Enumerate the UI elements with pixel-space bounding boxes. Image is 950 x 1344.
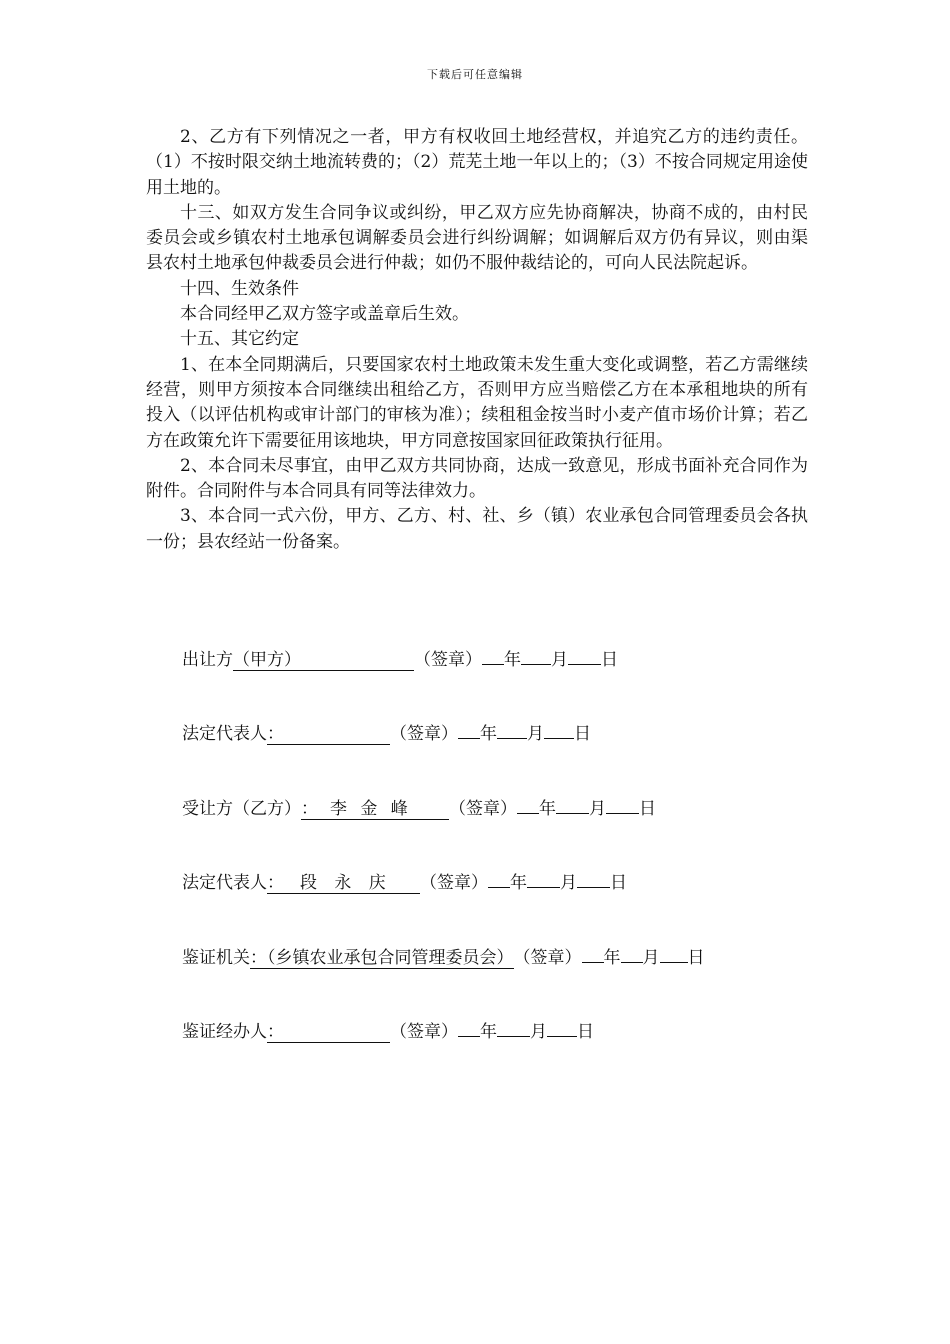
signature-line-authority bbox=[182, 946, 705, 970]
month-blank bbox=[556, 813, 589, 814]
seal-label: （签章） bbox=[390, 1022, 458, 1042]
month-label: 月 bbox=[527, 724, 544, 744]
clause-paragraph: 2、本合同未尽事宜，由甲乙双方共同协商，达成一致意见，形成书面补充合同作为附件。合同附件与本合同具有同等法律效力。 bbox=[146, 455, 808, 502]
day-label: 日 bbox=[577, 1022, 594, 1042]
signature-line-handler bbox=[182, 1020, 594, 1044]
rep-a-name-blank: ： bbox=[267, 725, 390, 745]
month-label: 月 bbox=[560, 873, 577, 893]
year-label: 年 bbox=[480, 724, 497, 744]
year-blank bbox=[488, 887, 510, 888]
signature-label: 受让方（乙方） bbox=[182, 799, 301, 819]
seal-label: （签章） bbox=[449, 799, 517, 819]
section-heading: 十四、生效条件 bbox=[180, 278, 299, 299]
signature-line-rep-b bbox=[182, 871, 627, 895]
day-label: 日 bbox=[601, 650, 618, 670]
rep-b-name: 段 永 庆 bbox=[300, 873, 392, 893]
year-label: 年 bbox=[504, 650, 521, 670]
party-a-name-blank: （甲方） bbox=[233, 651, 414, 671]
signature-label: 鉴证经办人 bbox=[182, 1022, 267, 1042]
year-label: 年 bbox=[603, 948, 621, 968]
day-blank bbox=[544, 738, 574, 739]
year-blank bbox=[458, 1036, 480, 1037]
authority-name-blank: ：（乡镇农业承包合同管理委员会） bbox=[250, 948, 514, 968]
month-blank bbox=[521, 664, 551, 665]
month-label: 月 bbox=[551, 650, 568, 670]
month-label: 月 bbox=[642, 948, 660, 968]
day-label: 日 bbox=[574, 724, 591, 744]
authority-name: （乡镇农业承包合同管理委员会） bbox=[267, 948, 514, 968]
seal-label: （签章） bbox=[513, 948, 582, 968]
month-blank bbox=[621, 962, 643, 963]
signature-line-party-a bbox=[182, 648, 618, 672]
day-blank bbox=[577, 887, 610, 888]
day-blank bbox=[660, 962, 688, 963]
month-blank bbox=[497, 1036, 530, 1037]
day-label: 日 bbox=[687, 948, 705, 968]
day-blank bbox=[606, 813, 639, 814]
month-label: 月 bbox=[530, 1022, 547, 1042]
party-b-name: 李 金 峰 bbox=[330, 799, 412, 819]
handler-name-blank: ： bbox=[267, 1023, 390, 1043]
clause-paragraph: 2、乙方有下列情况之一者，甲方有权收回土地经营权，并追究乙方的违约责任。（1）不按时限交纳土地流转费的；（2）荒芜土地一年以上的；（3）不按合同规定用途使用土地的。 bbox=[146, 127, 808, 198]
seal-label: （签章） bbox=[390, 724, 458, 744]
clause-paragraph: 本合同经甲乙双方签字或盖章后生效。 bbox=[180, 304, 469, 325]
day-blank bbox=[547, 1036, 577, 1037]
year-blank bbox=[582, 962, 604, 963]
signature-label: 鉴证机关 bbox=[182, 948, 250, 968]
month-blank bbox=[497, 738, 527, 739]
signature-label: 法定代表人 bbox=[182, 873, 267, 893]
clause-paragraph: 1、在本全同期满后，只要国家农村土地政策未发生重大变化或调整，若乙方需继续经营，则甲方须按本合同继续出租给乙方，否则甲方应当赔偿乙方在本承租地块的所有投入（以评估机构或审计部门的审核为准）；续租租金按当时小麦产值市场价计算；若乙方在政策允许下需要征用该地块，甲方同意按国家回征政策执行征用。 bbox=[146, 354, 808, 451]
clause-paragraph: 十三、如双方发生合同争议或纠纷，甲乙双方应先协商解决，协商不成的，由村民委员会或乡镇农村土地承包调解委员会进行纠纷调解；如调解后双方仍有异议，则由渠县农村土地承包仲裁委员会进行仲裁；如仍不服仲裁结论的，可向人民法院起诉。 bbox=[146, 202, 808, 274]
party-b-name-blank: ： 李 金 峰 bbox=[301, 800, 449, 820]
contract-body bbox=[146, 125, 808, 555]
seal-label: （签章） bbox=[420, 873, 488, 893]
signature-line-party-b bbox=[182, 797, 656, 821]
rep-b-name-blank: ： 段 永 庆 bbox=[267, 874, 420, 894]
year-label: 年 bbox=[480, 1022, 497, 1042]
day-blank bbox=[568, 664, 601, 665]
month-blank bbox=[527, 887, 560, 888]
section-heading: 十五、其它约定 bbox=[180, 329, 299, 350]
signature-label: 出让方 bbox=[182, 650, 233, 670]
year-blank bbox=[482, 664, 504, 665]
signature-line-rep-a bbox=[182, 722, 591, 746]
year-label: 年 bbox=[539, 799, 556, 819]
year-blank bbox=[517, 813, 539, 814]
clause-paragraph: 3、本合同一式六份，甲方、乙方、村、社、乡（镇）农业承包合同管理委员会各执一份；县农经站一份备案。 bbox=[146, 506, 808, 552]
day-label: 日 bbox=[610, 873, 627, 893]
year-label: 年 bbox=[510, 873, 527, 893]
month-label: 月 bbox=[589, 799, 606, 819]
day-label: 日 bbox=[639, 799, 656, 819]
signature-label: 法定代表人 bbox=[182, 724, 267, 744]
page-header-note: 下载后可任意编辑 bbox=[427, 68, 523, 81]
year-blank bbox=[458, 738, 480, 739]
seal-label: （签章） bbox=[414, 650, 482, 670]
